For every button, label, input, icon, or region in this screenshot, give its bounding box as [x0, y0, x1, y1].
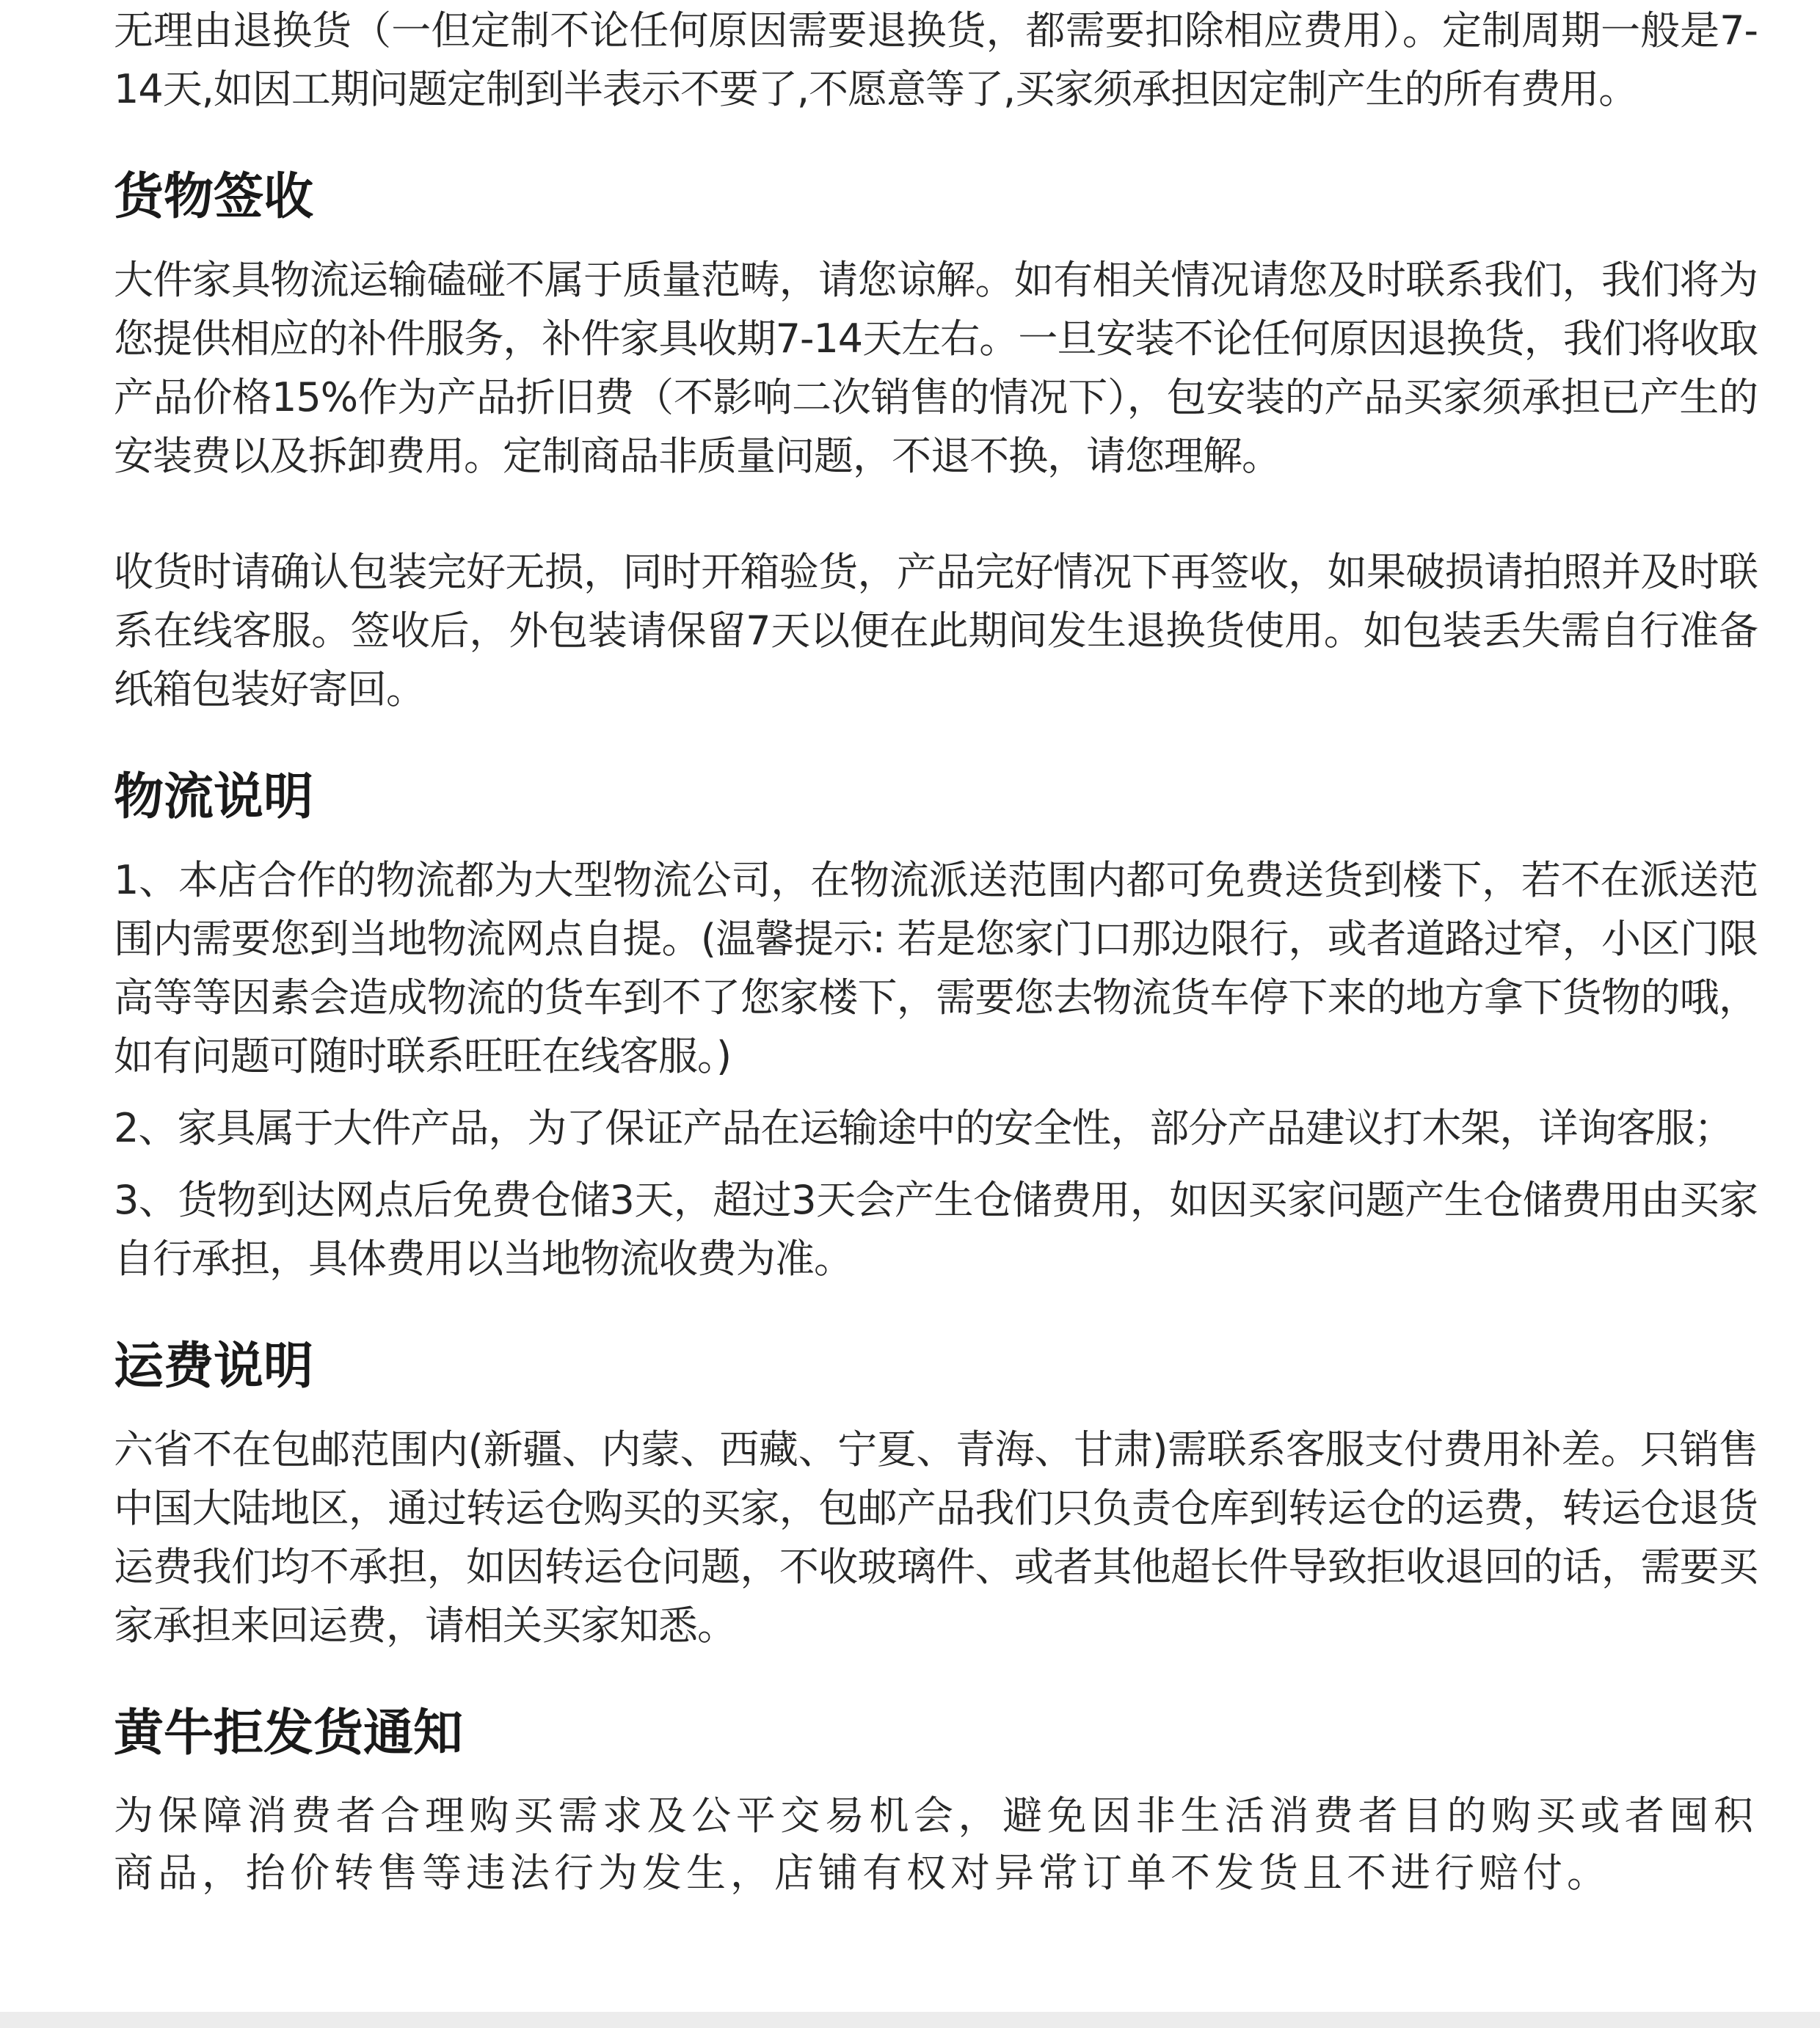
- receipt-paragraph-2: 收货时请确认包装完好无损，同时开箱验货，产品完好情况下再签收，如果破损请拍照并及时联系在线客服。签收后，外包装请保留7天以便在此期间发生退换货使用。如包装丢失需自行准备纸箱包装好寄回。: [114, 549, 1758, 712]
- logistics-item-2: 2、家具属于大件产品，为了保证产品在运输途中的安全性，部分产品建议打木架，详询客服；: [114, 1105, 1733, 1151]
- shipping-fee-heading: 运费说明: [114, 1338, 314, 1396]
- custom-order-note: 无理由退换货（一但定制不论任何原因需要退换货，都需要扣除相应费用）。定制周期一般是7-14天,如因工期问题定制到半表示不要了,不愿意等了,买家须承担因定制产生的所有费用。: [114, 7, 1758, 112]
- policy-content: [114, 0, 1758, 1902]
- logistics-item-1: 1、本店合作的物流都为大型物流公司，在物流派送范围内都可免费送货到楼下，若不在派送范围内需要您到当地物流网点自提。(温馨提示: 若是您家门口那边限行，或者道路过窄，小区门限高等等因素会造成物流的货车到不了您家楼下，需要您去物流货车停下来的地方拿下货物的哦，如有问题可随时联系旺旺在线客服。): [114, 857, 1758, 1079]
- shipping-fee-paragraph: 六省不在包邮范围内(新疆、内蒙、西藏、宁夏、青海、甘肃)需联系客服支付费用补差。只销售中国大陆地区，通过转运仓购买的买家，包邮产品我们只负责仓库到转运仓的运费，转运仓退货运费我们均不承担，如因转运仓问题，不收玻璃件、或者其他超长件导致拒收退回的话，需要买家承担来回运费，请相关买家知悉。: [114, 1426, 1758, 1649]
- logistics-heading: 物流说明: [114, 768, 314, 826]
- receipt-paragraph-1: 大件家具物流运输磕碰不属于质量范畴，请您谅解。如有相关情况请您及时联系我们，我们将为您提供相应的补件服务，补件家具收期7-14天左右。一旦安装不论任何原因退换货，我们将收取产品价格15%作为产品折旧费（不影响二次销售的情况下），包安装的产品买家须承担已产生的安装费以及拆卸费用。定制商品非质量问题，不退不换，请您理解。: [114, 257, 1758, 479]
- scalper-notice-paragraph: 为保障消费者合理购买需求及公平交易机会，避免因非生活消费者目的购买或者囤积商品，抬价转售等违法行为发生，店铺有权对异常订单不发货且不进行赔付。: [114, 1792, 1758, 1896]
- bottom-divider-bar: [0, 2012, 1820, 2028]
- receipt-heading: 货物签收: [114, 168, 314, 226]
- logistics-item-3: 3、货物到达网点后免费仓储3天，超过3天会产生仓储费用，如因买家问题产生仓储费用由买家自行承担，具体费用以当地物流收费为准。: [114, 1177, 1758, 1282]
- scalper-heading: 黄牛拒发货通知: [114, 1704, 464, 1762]
